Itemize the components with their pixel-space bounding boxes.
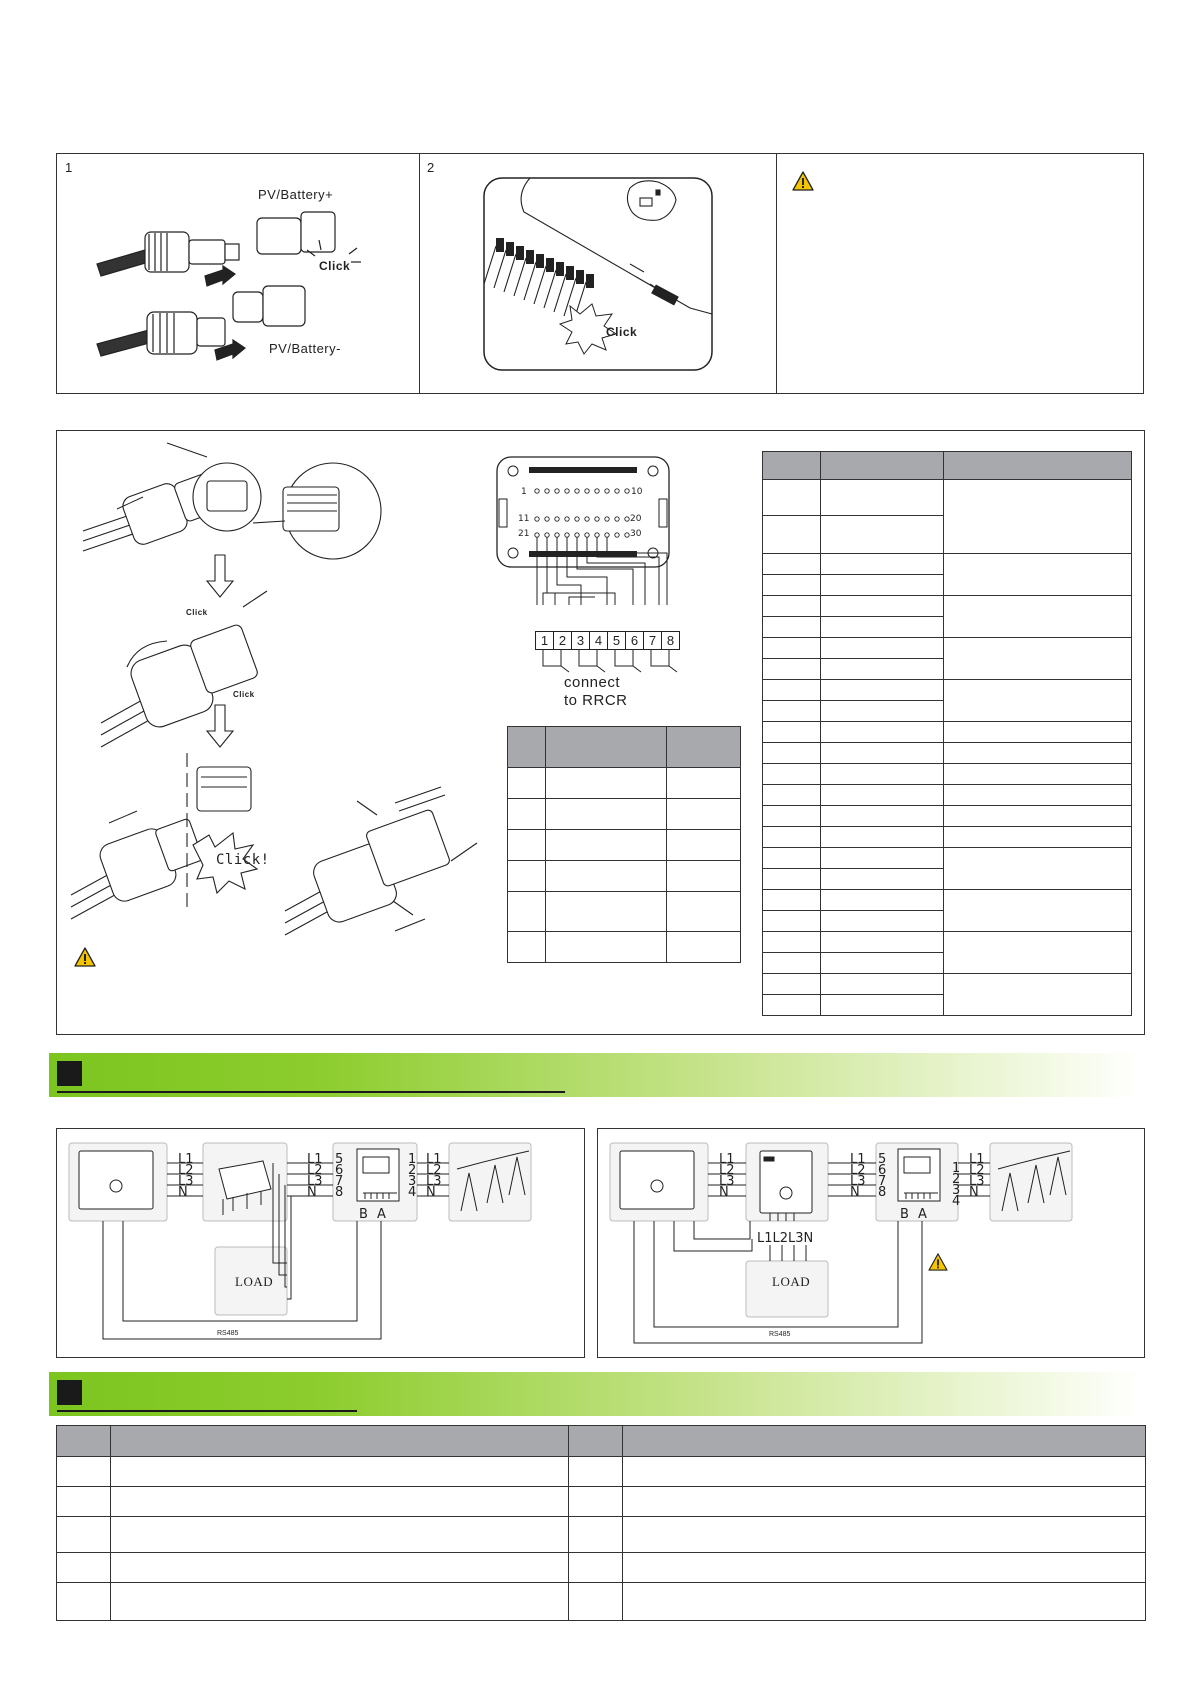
warning-icon <box>74 947 96 967</box>
click-small-label-2: Click <box>233 690 255 699</box>
rrcr-terminal-block <box>535 631 680 649</box>
terminal-2: 2 <box>554 631 572 650</box>
section-header-band-1 <box>49 1053 1143 1097</box>
wiring-diagram-with-backup <box>597 1128 1145 1358</box>
meter-terminal-b: B <box>359 1207 368 1222</box>
pin-definition-table <box>762 451 1132 1016</box>
meter-terminal-a: A <box>377 1207 386 1222</box>
terminal-7: 7 <box>644 631 662 650</box>
rs485-label: RS485 <box>769 1331 791 1338</box>
communication-connector-panel <box>56 430 1145 1035</box>
connect-caption-line2: to RRCR <box>564 692 628 709</box>
warning-icon <box>928 1253 948 1271</box>
click-label: Click <box>319 259 351 273</box>
grid-phase-labels: L1 L2 L3 N <box>426 1152 442 1200</box>
section-title-underline <box>57 1410 357 1412</box>
meter-input-numbers: 5 6 7 8 <box>335 1152 344 1200</box>
load-label: LOAD <box>772 1274 811 1289</box>
meter-terminal-a: A <box>918 1207 927 1222</box>
backup-phase-labels: L1L2L3N <box>757 1231 814 1246</box>
rrcr-relay-lines <box>535 650 685 674</box>
meter-output-numbers: 1 2 3 4 <box>408 1152 417 1200</box>
meter-input-numbers: 5 6 7 8 <box>878 1152 887 1200</box>
terminal-1: 1 <box>535 631 554 650</box>
section-title-underline <box>57 1091 565 1093</box>
section-number-box <box>57 1061 82 1086</box>
terminal-6: 6 <box>626 631 644 650</box>
warning-icon <box>792 171 814 191</box>
pin-label-10: 10 <box>631 487 643 497</box>
inverter-phase-labels: L1 L2 L3 N <box>178 1152 194 1200</box>
bottom-specification-table <box>56 1425 1146 1621</box>
connect-caption-line1: connect <box>564 674 621 691</box>
grid-phase-labels: L1 L2 L3 N <box>969 1152 985 1200</box>
wiring-diagram-2-lines <box>598 1129 1146 1359</box>
breaker-phase-labels: L1 L2 L3 N <box>307 1152 323 1200</box>
wiring-diagram-without-backup <box>56 1128 585 1358</box>
section-number-box <box>57 1380 82 1405</box>
rs485-label: RS485 <box>217 1330 239 1337</box>
pv-battery-minus-label: PV/Battery- <box>269 341 341 356</box>
click-big-label: Click! <box>216 852 270 868</box>
step-panel-notice <box>776 153 1144 394</box>
pv-connector-illustration <box>57 154 421 395</box>
rrcr-pin-table <box>507 726 741 963</box>
pin-label-20: 20 <box>630 514 642 524</box>
meter-terminal-b: B <box>900 1207 909 1222</box>
step-number-2: 2 <box>427 160 435 175</box>
connector-assembly-illustration <box>57 431 497 1011</box>
terminal-3: 3 <box>572 631 590 650</box>
inverter-phase-labels: L1 L2 L3 N <box>719 1152 735 1200</box>
section-header-band-2 <box>49 1372 1143 1416</box>
pin-label-1: 1 <box>521 487 527 497</box>
pin-label-21: 21 <box>518 529 530 539</box>
pv-battery-plus-label: PV/Battery+ <box>258 187 334 202</box>
terminal-8: 8 <box>662 631 680 650</box>
step-panel-1 <box>56 153 420 394</box>
pin-label-11: 11 <box>518 514 530 524</box>
inverter-connection-illustration <box>420 154 778 395</box>
step-number-1: 1 <box>65 160 73 175</box>
meter-output-numbers: 1 2 3 4 <box>952 1161 961 1209</box>
pin-label-30: 30 <box>630 529 642 539</box>
load-label: LOAD <box>235 1274 274 1289</box>
step-panel-2 <box>419 153 777 394</box>
backup-output-phase-labels: L1 L2 L3 N <box>850 1152 866 1200</box>
connector-pin-face <box>495 453 675 633</box>
click-small-label-1: Click <box>186 608 208 617</box>
click-burst-label: Click <box>606 325 638 339</box>
terminal-4: 4 <box>590 631 608 650</box>
terminal-5: 5 <box>608 631 626 650</box>
